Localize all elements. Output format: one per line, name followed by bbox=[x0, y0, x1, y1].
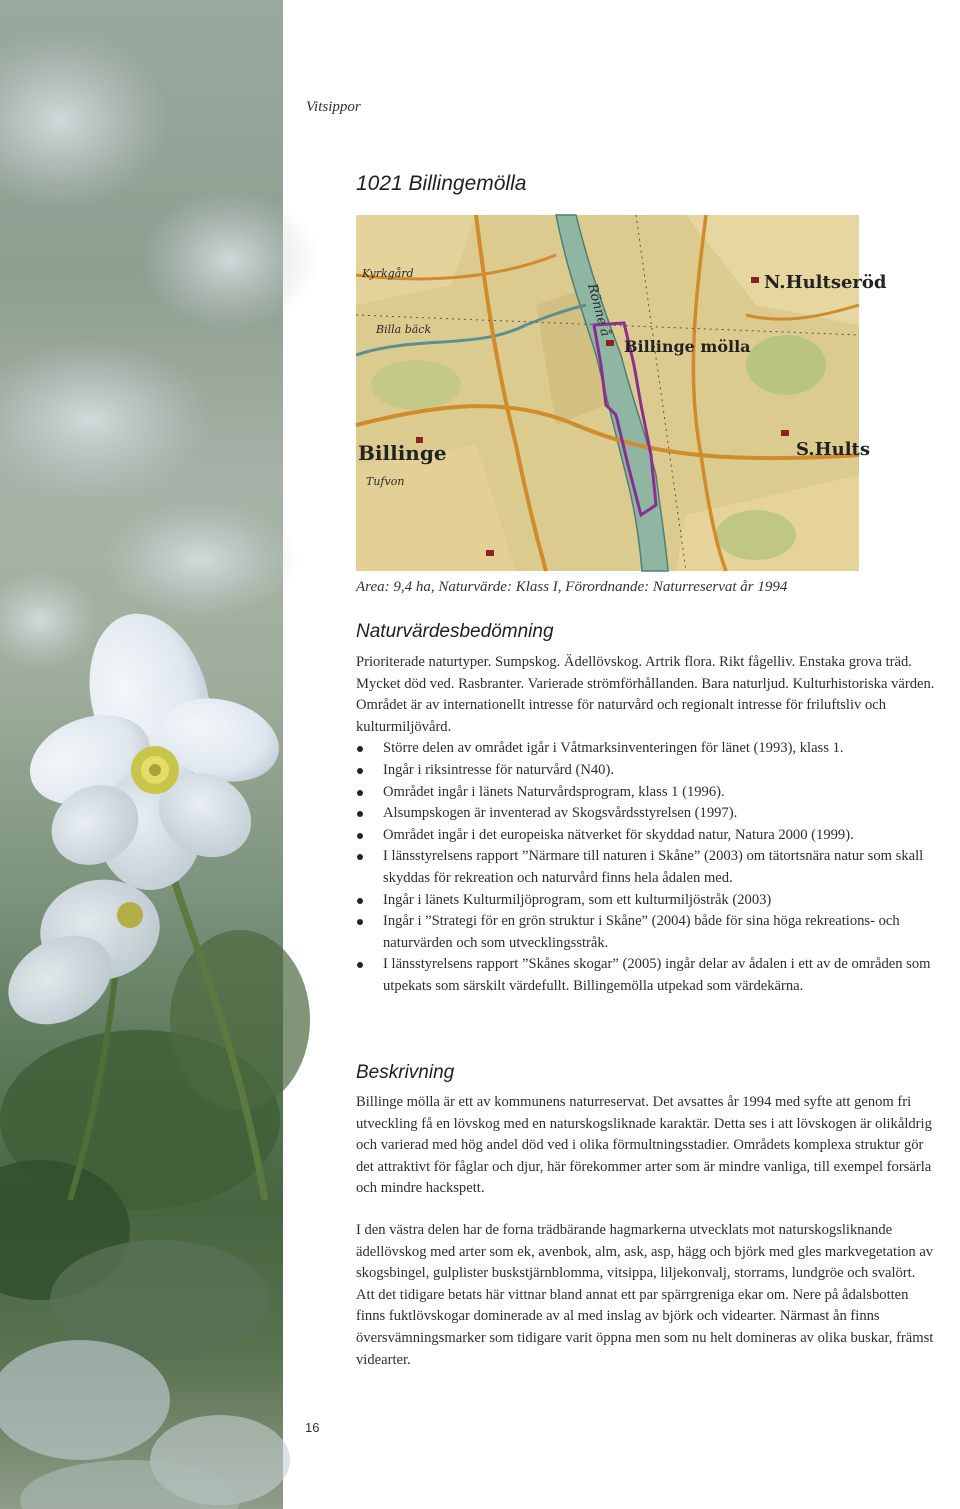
map-label-billinge: Billinge bbox=[358, 441, 447, 465]
map-label-river: Rönne å bbox=[584, 282, 613, 339]
assessment-list bbox=[356, 738, 936, 997]
page-title: 1021 Billingemölla bbox=[356, 172, 527, 195]
list-item: Större delen av området igår i Våtmarksinventeringen för länet (1993), klass 1. bbox=[356, 738, 936, 760]
bullet-icon bbox=[357, 962, 363, 968]
map-illustration bbox=[356, 215, 887, 571]
bullet-icon bbox=[357, 833, 363, 839]
area-summary: Area: 9,4 ha, Naturvärde: Klass I, Förordnande: Naturreservat år 1994 bbox=[356, 579, 788, 595]
bullet-icon bbox=[357, 919, 363, 925]
map-label-tufvon: Tufvon bbox=[366, 475, 405, 488]
list-item: Området ingår i det europeiska nätverket för skyddad natur, Natura 2000 (1999). bbox=[356, 825, 936, 847]
bullet-icon bbox=[357, 898, 363, 904]
list-item: I länsstyrelsens rapport ”Närmare till naturen i Skåne” (2003) om tätortsnära natur som skall skyddas för rekreation och naturvård finns hela ådalen med. bbox=[356, 846, 936, 889]
list-item: Ingår i riksintresse för naturvård (N40). bbox=[356, 760, 936, 782]
list-item: Området ingår i länets Naturvårdsprogram, klass 1 (1996). bbox=[356, 782, 936, 804]
wood-anemone-photo bbox=[0, 0, 283, 1509]
assessment-heading: Naturvärdesbedömning bbox=[356, 621, 554, 642]
anemone-illustration bbox=[0, 0, 283, 1509]
map-label-kyrkgard: Kyrkgård bbox=[362, 267, 414, 280]
list-item: Ingår i länets Kulturmiljöprogram, som ett kulturmiljöstråk (2003) bbox=[356, 890, 936, 912]
map-label-billa-back: Billa bäck bbox=[376, 323, 432, 336]
map-label-billinge-molla: Billinge mölla bbox=[624, 337, 751, 356]
map-label-s-hults: S.Hults bbox=[796, 439, 871, 460]
page-number: 16 bbox=[305, 1420, 320, 1435]
description-paragraph-2: I den västra delen har de forna trädbärande hagmarkerna utvecklats mot naturskogsliknande ädellövskog med arter som ek, avenbok, alm, ask, asp, hägg och björk med gles markvegetation av skogsbingel, gulplister buskstjärnblomma, vitsippa, liljekonvalj, storrams, lundgröe och svalört. Att det tidigare betats här vittnar bland annat ett par spärrgreniga ekar om. Nere på ådalsbotten finns fuktlövskogar dominerade av al med inslag av björk och videarter. Närmast ån finns översvämningsmarker som tidigare varit öppna men som nu helt domineras av olika buskar, främst videarter. bbox=[356, 1221, 934, 1368]
list-item: Ingår i ”Strategi för en grön struktur i Skåne” (2004) både för sina höga rekreations- och naturvärden och som utvecklingsstråk. bbox=[356, 911, 936, 954]
description-section bbox=[356, 1092, 936, 1371]
bullet-icon bbox=[357, 854, 363, 860]
assessment-intro: Prioriterade naturtyper. Sumpskog. Ädellövskog. Artrik flora. Rikt fågelliv. Enstaka grova träd. Mycket död ved. Rasbranter. Varierade strömförhållanden. Bara naturljud. Kulturhistoriska värden. Området är av internationellt intresse för naturvård och regionalt intresse för friluftsliv och kulturmiljövård. bbox=[356, 654, 935, 735]
description-paragraph-1: Billinge mölla är ett av kommunens naturreservat. Det avsattes år 1994 med syfte att genom fri utveckling få en lövskog med en naturskogsliknade karaktär. Detta ses i att lövskogen är olikåldrig och varierad med hög andel död ved i olika förmultningsstadier. Områdets komplexa struktur gör det attraktivt för fåglar och djur, här förekommer arter som är mindre vanliga, till exempel forsärla och mindre hackspett. bbox=[356, 1094, 932, 1197]
bullet-icon bbox=[357, 811, 363, 817]
running-head: Vitsippor bbox=[306, 99, 361, 115]
assessment-section bbox=[356, 652, 936, 998]
bullet-icon bbox=[357, 790, 363, 796]
bullet-icon bbox=[357, 768, 363, 774]
description-heading: Beskrivning bbox=[356, 1062, 455, 1083]
list-item: I länsstyrelsens rapport ”Skånes skogar” (2005) ingår delar av ådalen i ett av de områden som utpekats som särskilt värdefullt. Billingemölla utpekad som värdekärna. bbox=[356, 954, 936, 997]
map-label-n-hultserod: N.Hultseröd bbox=[764, 272, 887, 293]
historical-map bbox=[356, 215, 887, 571]
list-item: Alsumpskogen är inventerad av Skogsvårdsstyrelsen (1997). bbox=[356, 803, 936, 825]
bullet-icon bbox=[357, 746, 363, 752]
